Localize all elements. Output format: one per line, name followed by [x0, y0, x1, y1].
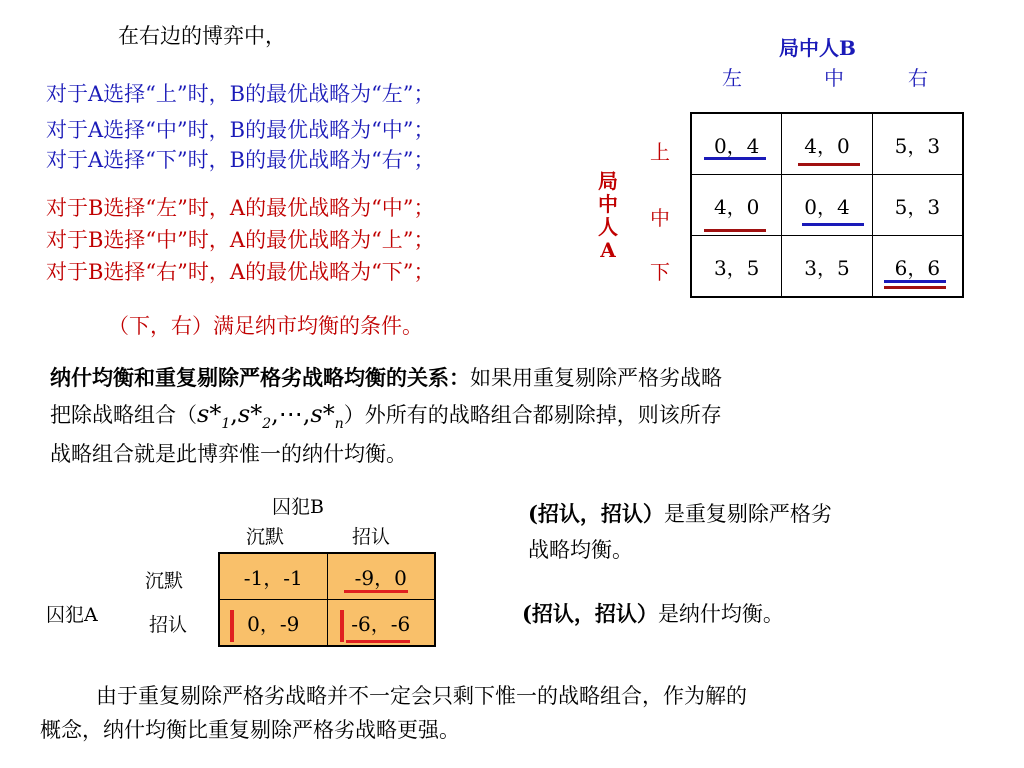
game1-player-a-label: 局中人A — [598, 169, 618, 262]
b-best-response-3: 对于A选择“下”时，B的最优战略为“右”； — [46, 148, 435, 172]
a-best-response-2: 对于B选择“中”时，A的最优战略为“上”； — [46, 228, 435, 252]
game1-cell: 4，0 — [691, 175, 782, 236]
game1-col-middle: 中 — [824, 66, 844, 90]
best-response-underline-b — [704, 157, 766, 160]
game2-col-confess: 招认 — [352, 526, 391, 548]
game1-cell: 5，3 — [872, 175, 963, 236]
nash-condition-note: （下，右）满足纳市均衡的条件。 — [108, 314, 423, 338]
relation-heading: 纳什均衡和重复剔除严格劣战略均衡的关系： — [50, 365, 470, 390]
b-best-response-2: 对于A选择“中”时，B的最优战略为“中”； — [46, 118, 435, 142]
best-response-underline-a — [704, 229, 766, 232]
conclusion-line-1: 由于重复剔除严格劣战略并不一定会只剩下惟一的战略组合，作为解的 — [96, 684, 747, 708]
game1-col-right: 右 — [908, 66, 928, 90]
note-iterated-dominance-cont: 战略均衡。 — [528, 538, 633, 562]
best-response-underline-b — [802, 223, 864, 226]
game2-cell: 0，-9 — [219, 600, 327, 647]
game1-cell: 3，5 — [691, 236, 782, 298]
b-best-response-1: 对于A选择“上”时，B的最优战略为“左”； — [46, 82, 435, 106]
game2-cell: -9，0 — [327, 553, 435, 600]
best-response-underline-b — [884, 280, 946, 283]
game1-cell: 0，4 — [782, 175, 872, 236]
a-best-response-1: 对于B选择“左”时，A的最优战略为“中”； — [46, 196, 435, 220]
game1-cell: 3，5 — [782, 236, 872, 298]
best-response-underline — [344, 590, 408, 593]
game1-cell: 4，0 — [782, 113, 872, 175]
game2-player-b-label: 囚犯B — [272, 496, 324, 518]
game1-cell: 5，3 — [872, 113, 963, 175]
game2-row-silent: 沉默 — [145, 570, 184, 592]
game2-payoff-table — [218, 552, 436, 647]
game2-col-silent: 沉默 — [246, 526, 285, 548]
intro-text: 在右边的博弈中， — [118, 24, 286, 48]
relation-line-3: 战略组合就是此博弈惟一的纳什均衡。 — [50, 442, 407, 466]
conclusion-line-2: 概念，纳什均衡比重复剔除严格劣战略更强。 — [40, 718, 460, 742]
game1-row-middle: 中 — [650, 206, 670, 230]
best-response-underline-a — [798, 163, 860, 166]
best-response-underline — [346, 640, 410, 643]
game1-cell: 0，4 — [691, 113, 782, 175]
note-nash: (招认，招认）是纳什均衡。 — [522, 601, 784, 626]
best-response-bar — [230, 610, 234, 642]
game2-cell: -6，-6 — [327, 600, 435, 647]
game1-player-b-label: 局中人B — [779, 36, 856, 60]
a-best-response-3: 对于B选择“右”时，A的最优战略为“下”； — [46, 260, 435, 284]
game1-cell: 6，6 — [872, 236, 963, 298]
game1-col-left: 左 — [722, 66, 742, 90]
game1-row-down: 下 — [650, 260, 670, 284]
strategy-profile-formula: $s*_1,s*_2,\cdots,s*_n$ — [197, 400, 344, 432]
game1-payoff-table — [690, 112, 964, 298]
game2-player-a-label: 囚犯A — [46, 604, 98, 626]
game2-cell: -1，-1 — [219, 553, 327, 600]
game2-row-confess: 招认 — [149, 614, 188, 636]
note-iterated-dominance: (招认，招认）是重复剔除严格劣 — [528, 501, 832, 526]
best-response-bar — [340, 610, 344, 642]
game1-row-up: 上 — [650, 140, 670, 164]
relation-line-1: 纳什均衡和重复剔除严格劣战略均衡的关系：如果用重复剔除严格劣战略 — [50, 365, 722, 390]
best-response-underline-a — [884, 286, 946, 289]
relation-line-2: 把除战略组合$(s*_1,s*_2,\cdots,s*_n)$外所有的战略组合都剔除掉，则该所存 — [50, 400, 722, 432]
